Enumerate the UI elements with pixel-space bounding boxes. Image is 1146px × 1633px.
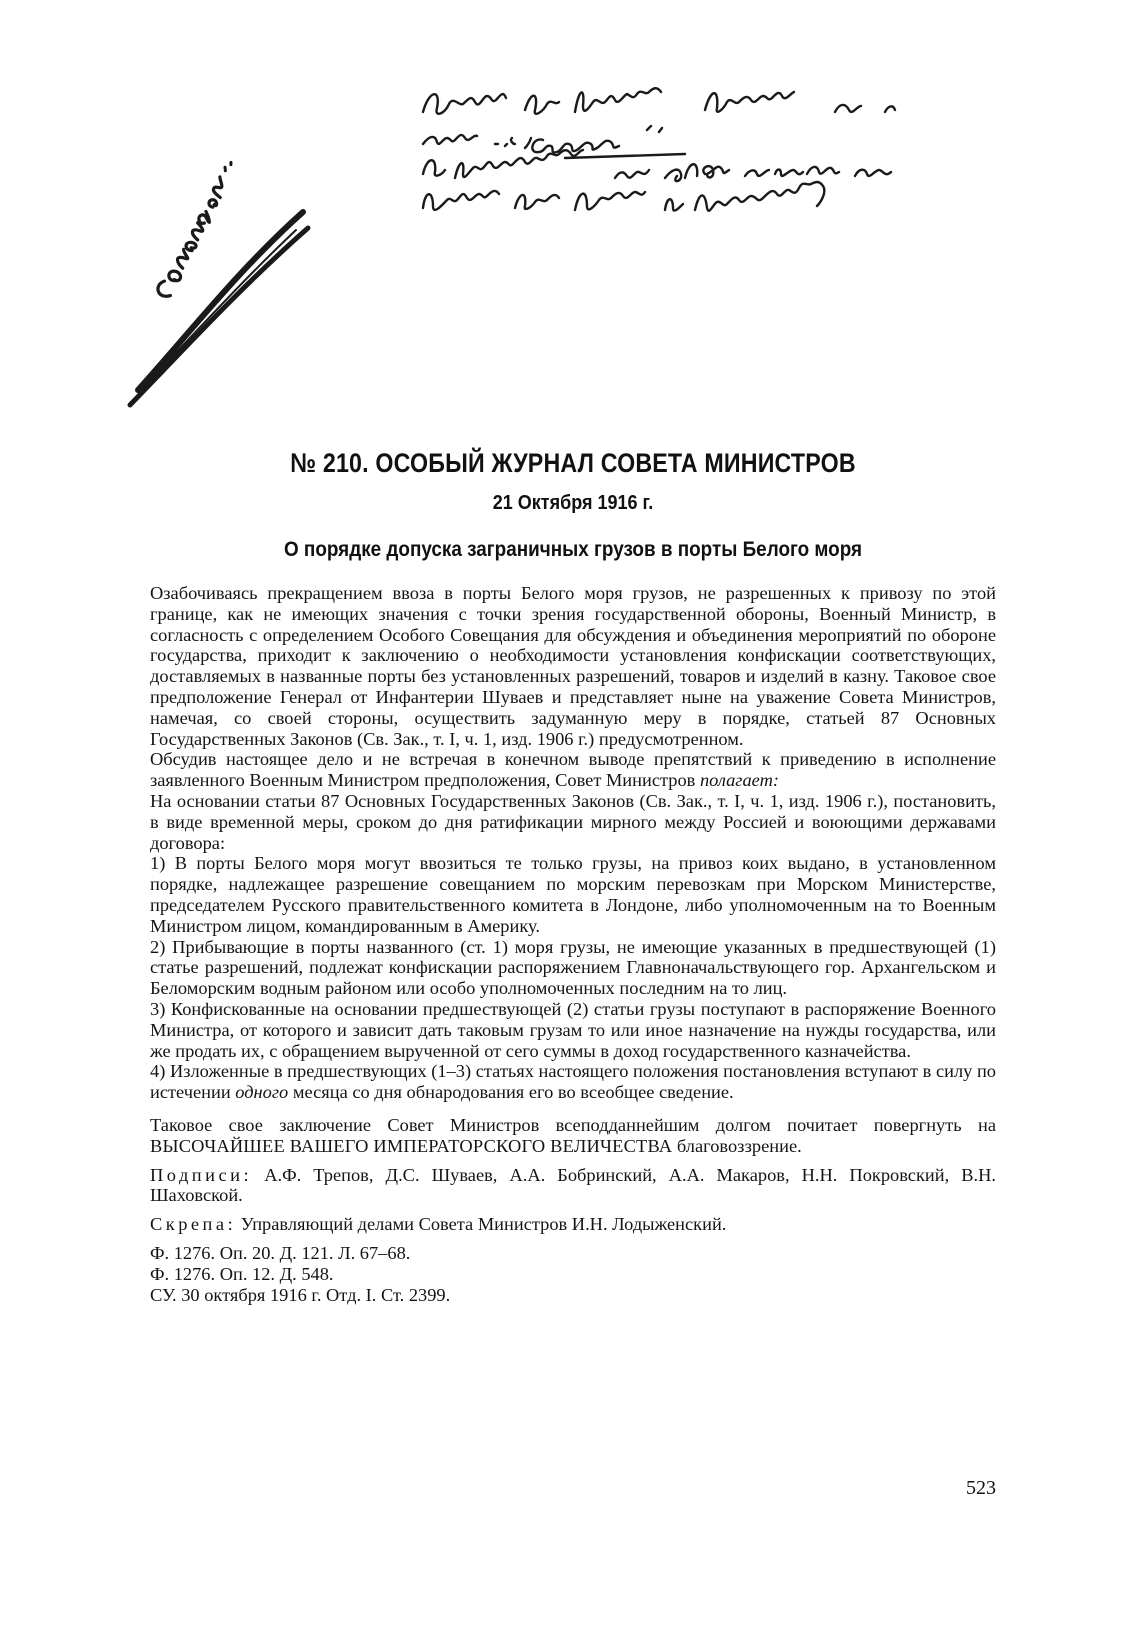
conclusion-caps: ВЫСОЧАЙШЕЕ ВАШЕГО ИМПЕРАТОРСКОГО ВЕЛИЧЕСТВА	[150, 1135, 673, 1156]
handwritten-approval-left	[118, 120, 318, 410]
handwritten-resolution-top	[415, 82, 995, 242]
conclusion-text-b: благовоззрение.	[676, 1135, 802, 1156]
skrepa-label: Скрепа:	[150, 1214, 237, 1235]
skrepa	[150, 1214, 996, 1235]
paragraph-2	[150, 749, 996, 791]
conclusion	[150, 1115, 996, 1157]
article-4-emphasis: одного	[235, 1082, 289, 1103]
article-4	[150, 1061, 996, 1103]
signatures	[150, 1165, 996, 1207]
archive-reference-3: СУ. 30 октября 1916 г. Отд. I. Ст. 2399.	[150, 1284, 451, 1305]
paragraph-2-text: Обсудив настоящее дело и не встречая в конечном выводе препятствий к приведению в исполнение заявленного Военным Министром предположения, Совет Министров	[150, 749, 996, 791]
archive-reference-1: Ф. 1276. Оп. 20. Д. 121. Л. 67–68.	[150, 1242, 411, 1263]
conclusion-text-a: Таковое свое заключение Совет Министров всеподданнейшим долгом почитает повергнуть на	[150, 1114, 996, 1135]
handwriting-cursive-icon	[415, 82, 995, 242]
handwriting-scribble-icon	[118, 120, 318, 410]
document-body	[150, 583, 996, 1305]
article-4-text-a: 4) Изложенные в предшествующих (1–3) статьях настоящего положения постановления вступают в силу по истечении	[150, 1061, 996, 1103]
article-3: 3) Конфискованные на основании предшествующей (2) статьи грузы поступают в распоряжение Военного Министра, от которого и зависит дать таковым грузам то или иное назначение на нужды государства, или же продать их, с обращением вырученной от сего суммы в доход государственного казначейства.	[150, 998, 996, 1061]
document-date: 21 Октября 1916 г.	[492, 492, 654, 514]
signatures-label: Подписи:	[150, 1164, 253, 1185]
article-4-text-b: месяца со дня обнародования его во всеобщее сведение.	[292, 1082, 734, 1103]
paragraph-3: На основании статьи 87 Основных Государственных Законов (Св. Зак., т. I, ч. 1, изд. 1906 г.), постановить, в виде временной меры, сроком до дня ратификации мирного между Россией и воюющими державами договора:	[150, 790, 996, 853]
document-subject: О порядке допуска заграничных грузов в порты Белого моря	[283, 538, 863, 561]
article-1: 1) В порты Белого моря могут ввозиться те только грузы, на привоз коих выдано, в установленном порядке, надлежащее разрешение совещанием по морским перевозкам при Морском Министерстве, председателем Русского правительственного комитета в Лондоне, либо уполномоченным на то Военным Министром лицом, командированным в Америку.	[150, 853, 996, 936]
skrepa-text: Управляющий делами Совета Министров И.Н. Лодыженский.	[240, 1214, 727, 1235]
article-2: 2) Прибывающие в порты названного (ст. 1) моря грузы, не имеющие указанных в предшествующей (1) статье разрешений, подлежат конфискации распоряжением Главноначальствующего гор. Архангельском и Беломорским водным районом или особо уполномоченных последним на то лиц.	[150, 936, 996, 999]
paragraph-2-emphasis: полагает:	[699, 770, 780, 791]
signatures-names: А.Ф. Трепов, Д.С. Шуваев, А.А. Бобринский, А.А. Макаров, Н.Н. Покровский, В.Н. Шаховской.	[150, 1164, 996, 1206]
page-number: 523	[966, 1477, 996, 1499]
document-title: № 210. ОСОБЫЙ ЖУРНАЛ СОВЕТА МИНИСТРОВ	[290, 448, 856, 478]
archive-reference-2: Ф. 1276. Оп. 12. Д. 548.	[150, 1263, 334, 1284]
paragraph-1: Озабочиваясь прекращением ввоза в порты Белого моря грузов, не разрешенных к привозу по этой границе, как не имеющих значения с точки зрения государственной обороны, Военный Министр, в согласность с определением Особого Совещания для обсуждения и объединения мероприятий по обороне государства, приходит к заключению о необходимости установления конфискации соответствующих, доставляемых в названные порты без установленных разрешений, товаров и изделий в казну. Таковое свое предположение Генерал от Инфантерии Шуваев и представляет ныне на уважение Совета Министров, намечая, со своей стороны, осуществить задуманную меру в порядке, статьей 87 Основных Государственных Законов (Св. Зак., т. I, ч. 1, изд. 1906 г.) предусмотренном.	[150, 583, 996, 749]
